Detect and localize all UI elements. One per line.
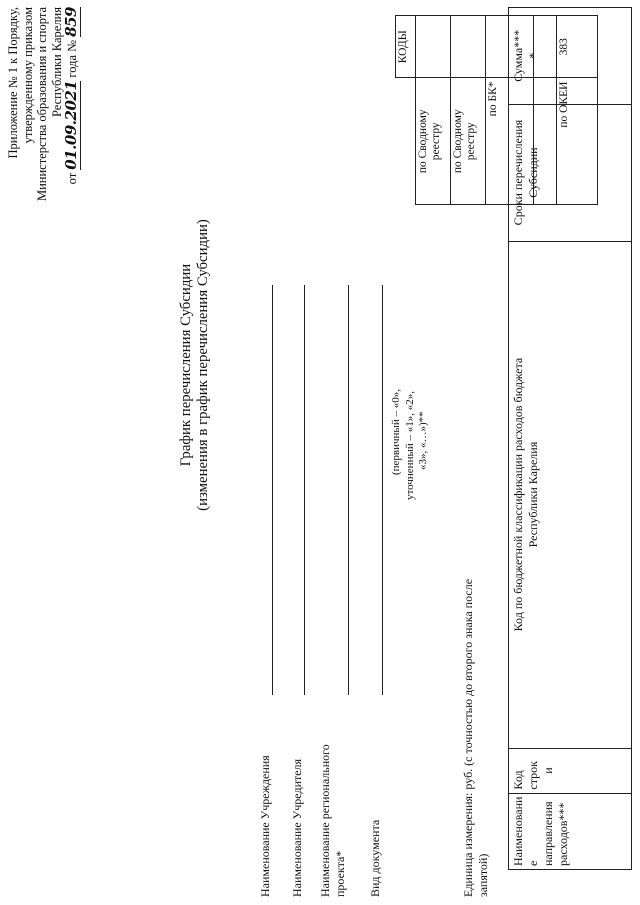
col-header-amount: Сумма*** *	[509, 8, 632, 105]
codes-row-label: по БК*	[485, 78, 533, 205]
header-line: Приложение № 1 к Порядку,	[6, 7, 20, 159]
codes-row-label: по Сводному реестру	[450, 78, 485, 205]
founder-label: Наименование Учредителя	[290, 758, 304, 897]
project-line	[348, 285, 349, 695]
from-prefix: от	[65, 172, 80, 185]
project-label: Наименование регионального проекта*	[318, 744, 347, 897]
unit-label: Единица измерения: руб. (с точностью до второго знака после запятой)	[461, 578, 490, 897]
header-date-line	[64, 7, 80, 237]
codes-row-label: по ОКЕИ	[556, 78, 597, 205]
handwritten-number: 859	[62, 7, 81, 37]
appendix-header	[6, 7, 80, 237]
codes-row-value	[415, 16, 450, 79]
doc-type-hint: (первичный – «0», уточненный – «1», «2», «3», «…»)**	[390, 389, 429, 500]
document-title: График перечисления Субсидии	[178, 263, 194, 467]
codes-header: КОДЫ	[396, 16, 416, 79]
doc-type-label: Вид документа	[368, 819, 382, 897]
codes-row-value	[450, 16, 485, 79]
institution-line	[272, 285, 273, 695]
col-header-direction: Наименовани е направления расходов***	[509, 793, 632, 869]
col-header-row-code: Код строк и	[509, 748, 632, 793]
founder-line	[304, 285, 305, 695]
doc-type-line	[382, 285, 383, 695]
okei-code: 383	[556, 16, 597, 79]
header-line: утвержденному приказом	[20, 7, 35, 144]
header-line: Республики Карелия	[49, 7, 64, 118]
institution-label: Наименование Учреждения	[258, 755, 272, 897]
handwritten-date: 01.09.2021	[62, 80, 81, 170]
col-header-budget-code: Код по бюджетной классификации расходов бюджета Республики Карелия	[509, 241, 632, 748]
header-line: Министерства образования и спорта	[35, 7, 50, 202]
document-subtitle: (изменения в график перечисления Субсидии)	[195, 219, 211, 511]
col-header-dates: Сроки перечисления Субсидии	[509, 104, 632, 241]
codes-row-label: по Сводному реестру	[415, 78, 450, 205]
main-table	[508, 7, 632, 870]
year-word: года №	[65, 39, 80, 78]
